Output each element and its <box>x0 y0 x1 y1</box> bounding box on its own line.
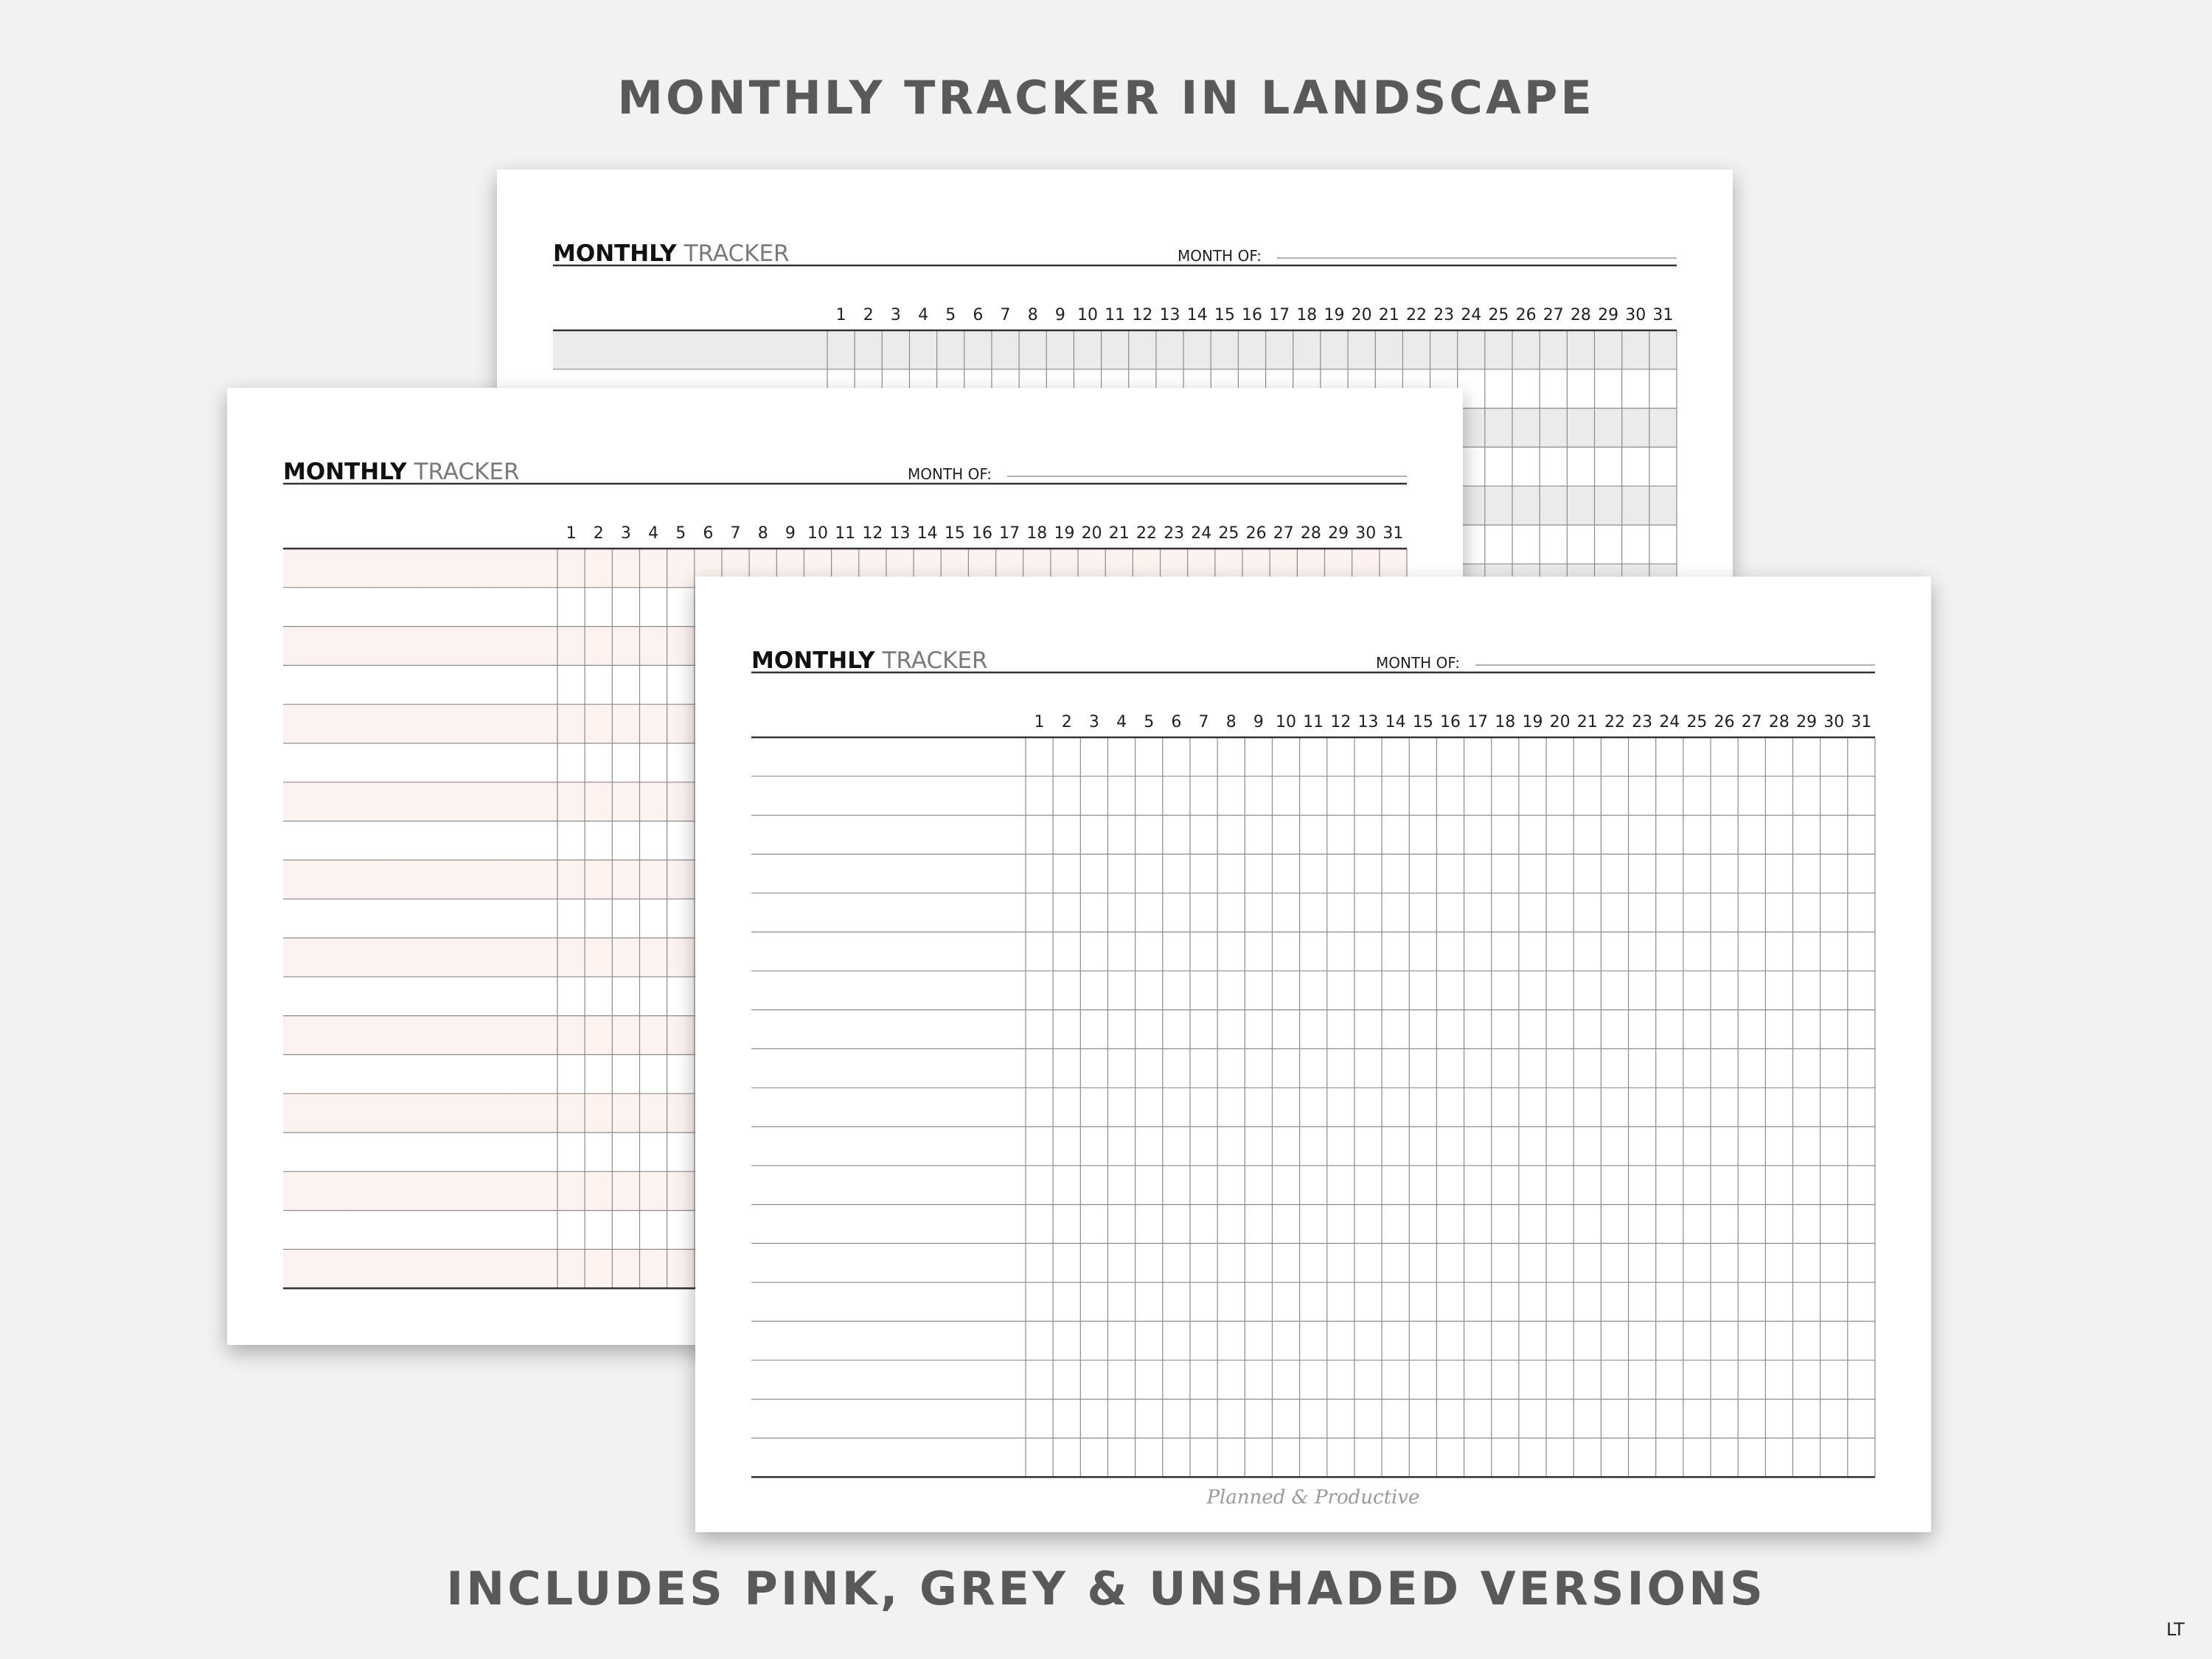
day-number-label: 13 <box>889 524 911 543</box>
tracker-title-light: TRACKER <box>414 459 520 485</box>
day-number-label: 5 <box>945 306 956 324</box>
day-number-label: 27 <box>1543 306 1564 324</box>
day-number-label: 10 <box>807 524 829 543</box>
tracker-title-bold: MONTHLY <box>553 240 677 267</box>
day-number-label: 28 <box>1300 524 1321 543</box>
day-number-label: 6 <box>703 524 714 543</box>
day-number-label: 31 <box>1382 524 1404 543</box>
day-number-label: 11 <box>1105 306 1126 324</box>
day-number-label: 12 <box>862 524 883 543</box>
month-of-label: MONTH OF: <box>1178 247 1262 265</box>
day-number-label: 11 <box>1303 713 1324 731</box>
shaded-row <box>751 1205 1875 1244</box>
day-number-label: 24 <box>1659 713 1680 731</box>
day-number-label: 4 <box>1116 713 1127 731</box>
day-number-label: 17 <box>1467 713 1489 731</box>
day-number-label: 9 <box>785 524 796 543</box>
day-number-label: 4 <box>648 524 659 543</box>
tracker-sheet-unshaded <box>695 577 1931 1532</box>
day-number-label: 16 <box>972 524 992 543</box>
day-number-label: 13 <box>1357 713 1379 731</box>
day-number-label: 7 <box>730 524 741 543</box>
day-number-label: 29 <box>1598 306 1619 324</box>
day-number-label: 27 <box>1741 713 1762 731</box>
day-number-label: 26 <box>1714 713 1735 731</box>
day-number-label: 9 <box>1253 713 1264 731</box>
day-number-label: 12 <box>1330 713 1352 731</box>
shaded-row <box>751 1048 1875 1088</box>
day-number-label: 23 <box>1164 524 1185 543</box>
day-number-label: 30 <box>1823 713 1845 731</box>
day-number-label: 30 <box>1355 524 1377 543</box>
shaded-row <box>751 1360 1875 1399</box>
month-of-label: MONTH OF: <box>1376 654 1461 672</box>
shaded-row <box>751 1282 1875 1321</box>
day-number-label: 10 <box>1077 306 1099 324</box>
day-number-label: 30 <box>1625 306 1646 324</box>
tracker-title <box>283 459 520 485</box>
tracker-title-light: TRACKER <box>684 240 790 267</box>
day-number-label: 8 <box>757 524 768 543</box>
day-number-label: 29 <box>1328 524 1349 543</box>
day-number-label: 23 <box>1433 306 1455 324</box>
day-number-label: 29 <box>1796 713 1818 731</box>
day-number-label: 21 <box>1378 306 1399 324</box>
day-number-label: 14 <box>1385 713 1406 731</box>
day-number-label: 6 <box>1171 713 1182 731</box>
day-number-label: 25 <box>1686 713 1708 731</box>
shaded-row <box>751 1127 1875 1166</box>
day-number-label: 5 <box>675 524 686 543</box>
day-number-label: 31 <box>1851 713 1872 731</box>
day-number-label: 9 <box>1054 306 1065 324</box>
day-number-label: 1 <box>566 524 577 543</box>
day-number-label: 8 <box>1225 713 1237 731</box>
tracker-title-bold: MONTHLY <box>283 459 407 485</box>
day-number-label: 22 <box>1135 524 1157 543</box>
day-number-label: 15 <box>944 524 965 543</box>
day-number-label: 12 <box>1132 306 1153 324</box>
day-number-label: 10 <box>1276 713 1297 731</box>
tracker-title-light: TRACKER <box>882 647 988 674</box>
shaded-row <box>553 330 1677 369</box>
day-number-label: 21 <box>1108 524 1130 543</box>
tracker-title <box>553 240 790 267</box>
day-number-label: 28 <box>1570 306 1591 324</box>
day-number-label: 23 <box>1632 713 1653 731</box>
day-number-label: 3 <box>620 524 631 543</box>
day-number-label: 2 <box>593 524 604 543</box>
versions-caption: INCLUDES PINK, GREY & UNSHADED VERSIONS <box>446 1562 1766 1615</box>
day-number-label: 15 <box>1412 713 1433 731</box>
day-number-label: 1 <box>1034 713 1045 731</box>
day-number-label: 22 <box>1405 306 1427 324</box>
page-heading: MONTHLY TRACKER IN LANDSCAPE <box>617 71 1595 125</box>
day-number-label: 20 <box>1351 306 1372 324</box>
day-number-label: 21 <box>1576 713 1598 731</box>
day-number-label: 18 <box>1296 306 1318 324</box>
day-number-label: 25 <box>1488 306 1509 324</box>
day-number-label: 2 <box>863 306 874 324</box>
day-number-label: 11 <box>835 524 856 543</box>
day-number-label: 18 <box>1495 713 1516 731</box>
day-number-label: 17 <box>999 524 1020 543</box>
shaded-row <box>751 1438 1875 1477</box>
day-number-label: 6 <box>973 306 984 324</box>
day-number-label: 24 <box>1461 306 1482 324</box>
day-number-label: 7 <box>1198 713 1209 731</box>
day-number-label: 8 <box>1027 306 1038 324</box>
day-number-label: 15 <box>1214 306 1235 324</box>
day-number-label: 26 <box>1515 306 1537 324</box>
day-number-label: 14 <box>1186 306 1208 324</box>
day-number-label: 16 <box>1242 306 1262 324</box>
day-number-label: 28 <box>1768 713 1790 731</box>
day-number-label: 24 <box>1191 524 1212 543</box>
tracker-title-bold: MONTHLY <box>751 647 875 674</box>
day-number-label: 14 <box>917 524 938 543</box>
shaded-row <box>751 971 1875 1010</box>
day-number-label: 20 <box>1081 524 1102 543</box>
month-of-label: MONTH OF: <box>908 465 992 483</box>
shaded-row <box>751 893 1875 932</box>
day-number-label: 26 <box>1245 524 1267 543</box>
day-number-label: 18 <box>1026 524 1048 543</box>
day-number-label: 3 <box>1088 713 1099 731</box>
day-number-label: 16 <box>1440 713 1461 731</box>
day-number-label: 2 <box>1061 713 1072 731</box>
day-number-label: 3 <box>890 306 901 324</box>
day-number-label: 20 <box>1549 713 1571 731</box>
day-number-label: 22 <box>1604 713 1625 731</box>
day-number-label: 25 <box>1218 524 1239 543</box>
day-number-label: 13 <box>1159 306 1180 324</box>
tracker-page <box>695 577 1931 1532</box>
day-number-label: 4 <box>918 306 929 324</box>
day-number-label: 1 <box>835 306 846 324</box>
day-number-label: 31 <box>1652 306 1674 324</box>
day-number-label: 19 <box>1324 306 1345 324</box>
day-number-label: 27 <box>1273 524 1294 543</box>
tracker-title <box>751 647 988 674</box>
corner-mark: LT <box>2166 1619 2185 1640</box>
shaded-row <box>751 815 1875 855</box>
shaded-row <box>751 737 1875 776</box>
day-number-label: 17 <box>1269 306 1290 324</box>
day-number-label: 7 <box>1000 306 1011 324</box>
day-number-label: 19 <box>1054 524 1075 543</box>
day-number-label: 5 <box>1144 713 1155 731</box>
day-number-label: 19 <box>1522 713 1543 731</box>
brand-watermark: Planned & Productive <box>1206 1486 1420 1509</box>
